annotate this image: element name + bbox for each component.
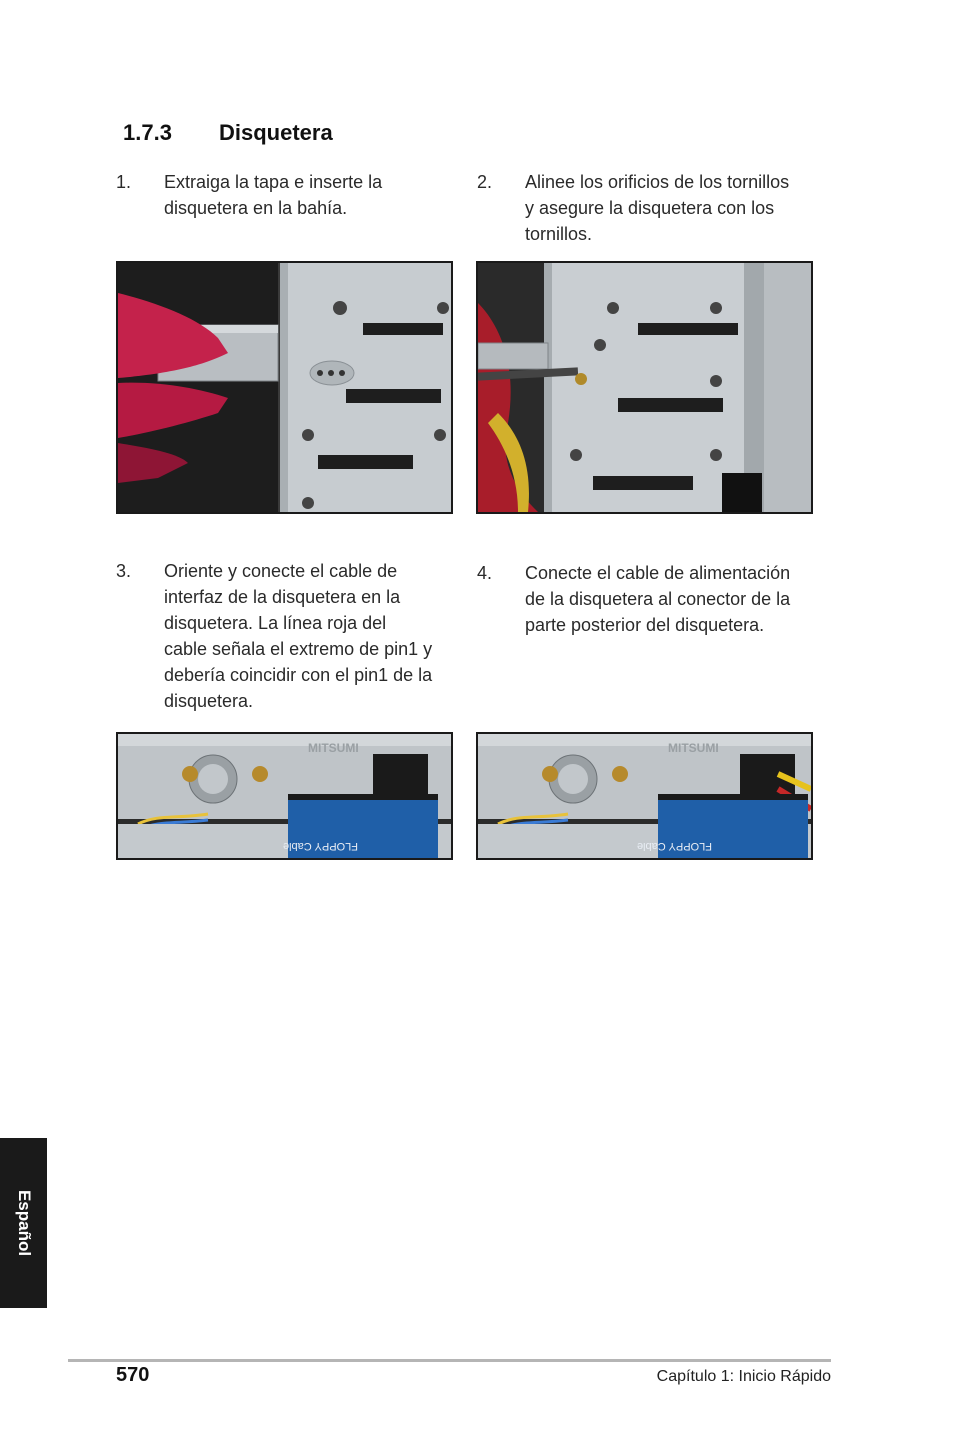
language-tab-label: Español <box>14 1189 34 1257</box>
step-text: Oriente y conecte el cable de interfaz de la disquetera en la disquetera. La línea roja del cable señala el extremo de pin1 y debería coincidir con el pin1 de la disquetera. <box>164 561 433 711</box>
step-text: Extraiga la tapa e inserte la disquetera en la bahía. <box>164 172 383 218</box>
language-tab <box>0 1138 47 1308</box>
step-2 <box>477 169 827 249</box>
section-heading <box>123 120 333 146</box>
photo-screw-drive <box>476 261 813 514</box>
footer-divider <box>68 1359 831 1362</box>
drive-brand-label: MITSUMI <box>668 741 719 755</box>
section-number: 1.7.3 <box>123 120 172 145</box>
step-number: 2. <box>477 172 493 192</box>
step-text: Alinee los orificios de los tornillos y asegure la disquetera con los tornillos. <box>525 172 790 244</box>
step-number: 4. <box>477 563 493 583</box>
chapter-title: Capítulo 1: Inicio Rápido <box>656 1368 831 1385</box>
step-number: 3. <box>116 561 132 581</box>
section-title: Disquetera <box>219 120 333 145</box>
photo-insert-drive <box>116 261 453 514</box>
step-4 <box>477 560 827 640</box>
step-1 <box>116 169 446 229</box>
page-number: 570 <box>116 1364 150 1386</box>
photo-interface-cable <box>116 732 453 860</box>
step-text: Conecte el cable de alimentación de la disquetera al conector de la parte posterior del disquetera. <box>525 563 791 635</box>
cable-label: FLOPPY Cable <box>282 840 358 852</box>
cable-label: FLOPPY Cable <box>636 840 712 852</box>
step-3 <box>116 558 461 718</box>
photo-power-cable <box>476 732 813 860</box>
drive-brand-label: MITSUMI <box>308 741 359 755</box>
step-number: 1. <box>116 172 132 192</box>
